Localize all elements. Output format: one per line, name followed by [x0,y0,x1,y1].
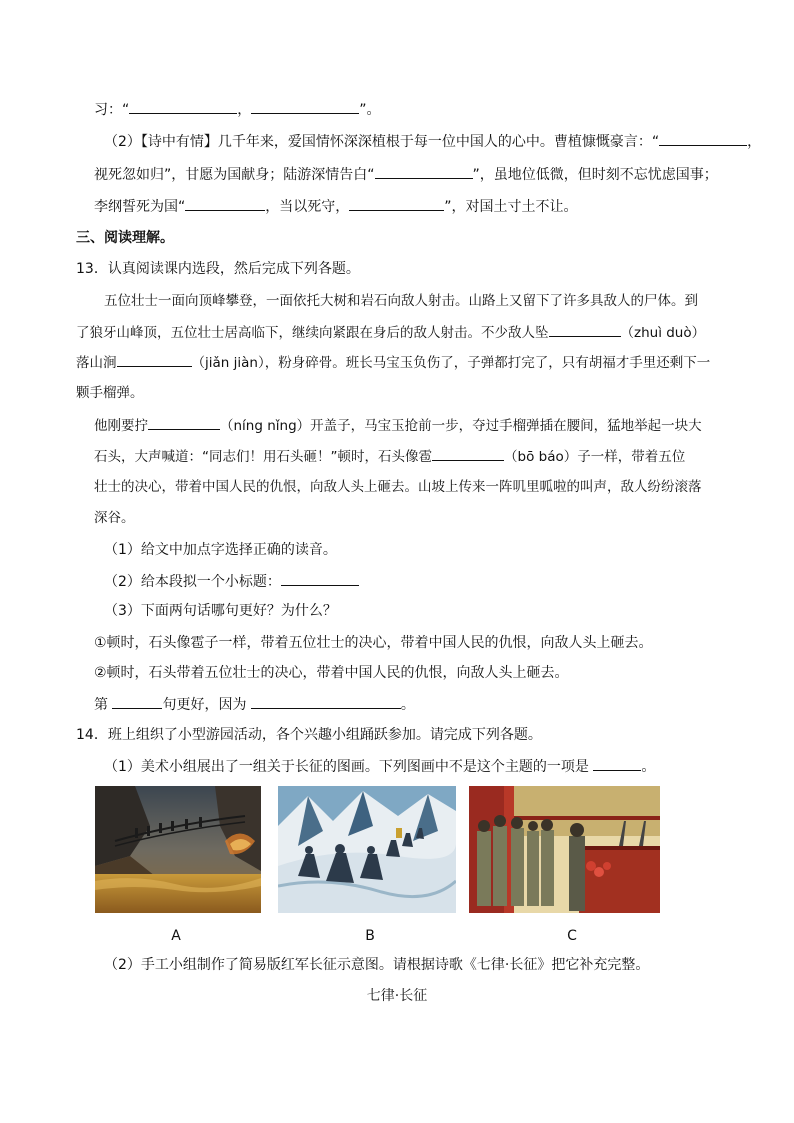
answer-blank[interactable] [251,99,359,114]
passage-line: 他刚要拧 （níng nǐng）开盖子，马宝玉抢前一步，夺过手榴弹插在腰间，猛地举起一块大 [94,415,702,436]
answer-blank[interactable] [185,196,265,211]
passage-line: 五位壮士一面向顶峰攀登，一面依托大树和岩石向敌人射击。山路上又留下了许多具敌人的尸体。到 [104,293,698,309]
passage-line: 壮士的决心，带着中国人民的仇恨，向敌人头上砸去。山坡上传来一阵叽里呱啦的叫声，敌人纷纷滚落 [94,479,702,495]
q12-part2-line3: 李纲誓死为国“ ，当以死守， ”，对国土寸土不让。 [94,196,578,217]
q14-stem: 14．班上组织了小型游园活动，各个兴趣小组踊跃参加。请完成下列各题。 [76,727,542,743]
answer-blank[interactable] [432,446,504,461]
answer-blank[interactable] [251,694,401,709]
answer-blank[interactable] [593,756,641,771]
answer-blank[interactable] [549,322,621,337]
q13-sub1: （1）给文中加点字选择正确的读音。 [104,542,337,558]
q12-part2-line2: 视死忽如归”，甘愿为国献身；陆游深情告白“ ”，虽地位低微，但时刻不忘忧虑国事； [94,164,718,185]
q14-sub1: （1）美术小组展出了一组关于长征的图画。下列图画中不是这个主题的一项是 。 [104,756,655,777]
answer-blank[interactable] [117,352,192,367]
passage-line: 颗手榴弹。 [76,385,144,401]
poem-title: 七律·长征 [366,988,428,1004]
q13-stem: 13．认真阅读课内选段，然后完成下列各题。 [76,261,360,277]
painting-c-label: C [567,928,577,944]
answer-blank[interactable] [148,415,220,430]
answer-blank[interactable] [112,694,162,709]
passage-line: 落山涧 （jiǎn jiàn），粉身碎骨。班长马宝玉负伤了，子弹都打完了，只有胡福才手里还剩下一 [76,352,710,373]
q13-option-1: ①顿时，石头像雹子一样，带着五位壮士的决心，带着中国人民的仇恨，向敌人头上砸去。 [94,635,653,651]
painting-a-image[interactable] [95,786,261,913]
q13-answer-line: 第 句更好，因为 。 [94,694,415,715]
passage-line: 深谷。 [94,510,135,526]
q13-option-2: ②顿时，石头带着五位壮士的决心，带着中国人民的仇恨，向敌人头上砸去。 [94,665,569,681]
q13-sub3: （3）下面两句话哪句更好？为什么？ [104,603,337,619]
painting-c-image[interactable] [469,786,660,913]
section-title: 三、阅读理解。 [76,230,174,246]
painting-b-label: B [365,928,375,944]
answer-blank[interactable] [375,164,473,179]
answer-blank[interactable] [659,131,747,146]
answer-blank[interactable] [281,571,359,586]
q14-sub2: （2）手工小组制作了简易版红军长征示意图。请根据诗歌《七律·长征》把它补充完整。 [104,957,650,973]
passage-line: 石头，大声喊道：“同志们！用石头砸！”顿时，石头像雹 （bō báo）子一样，带着五位 [94,446,685,467]
answer-blank[interactable] [349,196,444,211]
painting-b-image[interactable] [278,786,456,913]
fill-line-1: 习：“ ， ”。 [94,99,381,120]
passage-line: 了狼牙山峰顶，五位壮士居高临下，继续向紧跟在身后的敌人射击。不少敌人坠 （zhuì duò） [76,322,705,343]
answer-blank[interactable] [129,99,237,114]
q13-sub2: （2）给本段拟一个小标题： [104,571,359,592]
painting-a-label: A [171,928,181,944]
q12-part2-line1: （2）【诗中有情】几千年来，爱国情怀深深植根于每一位中国人的心中。曹植慷慨豪言：“ ， [104,131,761,152]
